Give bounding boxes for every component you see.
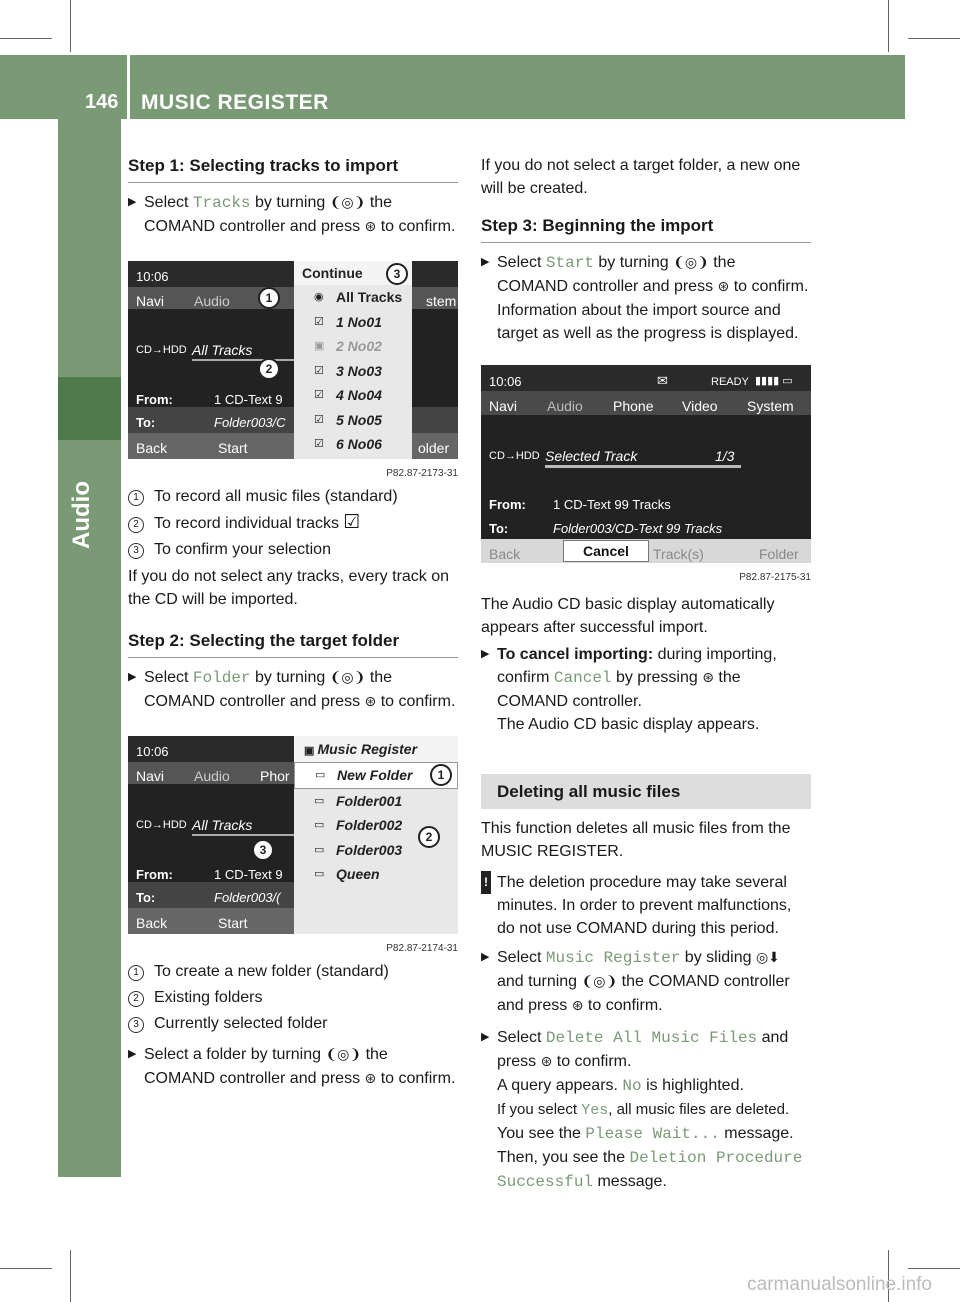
menu-system: stem [426, 293, 457, 309]
crop-mark [908, 1268, 960, 1269]
auto-display-text: The Audio CD basic display automatically appears after successful import. [481, 596, 775, 636]
folder-item[interactable]: ▭ New Folder [294, 762, 458, 789]
legend-item: 1 To record all music files (standard) [128, 485, 458, 508]
legend-item: 2 To record individual tracks ☑ [128, 511, 458, 535]
press-controller-icon: ⊛ [717, 279, 730, 295]
image-caption: P82.87-2173-31 [386, 468, 458, 479]
slide-controller-icon: ◎⬇ [755, 950, 780, 966]
intro-text: If you do not select a target folder, a new one will be created. [481, 157, 801, 197]
back-button[interactable]: Back [136, 440, 168, 456]
step2-heading: Step 2: Selecting the target folder [128, 629, 458, 658]
menu-phone: Phone [613, 398, 654, 414]
from-value: 1 CD-Text 9 [214, 867, 283, 882]
checkbox-checked-icon: ☑ [343, 512, 361, 533]
press-controller-icon: ⊛ [364, 1071, 377, 1087]
progress-line [192, 834, 302, 836]
screen-time: 10:06 [489, 374, 522, 389]
crop-mark [70, 1250, 71, 1302]
warning-note: ! The deletion procedure may take several minutes. In order to prevent malfunctions, do not use COMAND during this period. [481, 871, 811, 940]
folder-button[interactable]: Folder [759, 546, 799, 562]
selected-track-label: Selected Track [545, 448, 638, 464]
image-caption: P82.87-2174-31 [386, 943, 458, 954]
folder-item[interactable]: ▭ Queen [294, 862, 458, 887]
crop-mark [888, 0, 889, 52]
crop-mark [908, 38, 960, 39]
step3-info: Information about the import source and target as well as the progress is displayed. [497, 302, 799, 342]
from-value: 1 CD-Text 9 [214, 392, 283, 407]
back-button[interactable]: Back [136, 915, 168, 931]
menu-audio: Audio [194, 293, 230, 309]
checkbox-icon: ☑ [314, 389, 324, 401]
cancel-instruction: ▶ To cancel importing: during importing, confirm Cancel by pressing ⊛ the COMAND controller. [481, 643, 811, 713]
back-button[interactable]: Back [489, 546, 521, 562]
folder-icon: ▭ [314, 843, 325, 856]
delete-step2: ▶ Select Delete All Music Files and press ⊛ to confirm. [481, 1026, 811, 1074]
menu-navi: Navi [136, 768, 165, 784]
progress-line [192, 359, 302, 361]
track-item[interactable]: ☑ 5 No05 [294, 408, 412, 433]
folder-icon: ▭ [314, 819, 325, 831]
start-button[interactable]: Start [218, 440, 248, 456]
folder-item[interactable]: ▭ Folder003 [294, 838, 458, 863]
callout-2: 2 [418, 826, 440, 848]
delete-step1: ▶ Select Music Register by sliding ◎⬇ and turning ❨◎❩ the COMAND controller and press ⊛ to confirm. [481, 946, 811, 1018]
hdd-icon: ▣ [314, 340, 325, 352]
to-value: Folder003/CD-Text 99 Tracks [553, 521, 723, 536]
track-item[interactable]: ☑ 6 No06 [294, 432, 412, 457]
callout-1: 1 [258, 287, 280, 309]
checkbox-icon: ☑ [314, 315, 324, 328]
folder-icon: ▭ [314, 868, 325, 880]
turn-controller-icon: ❨◎❩ [581, 974, 618, 990]
disc-icon: CD→HDD [489, 450, 540, 462]
music-register-title: ▣ Music Register [294, 736, 458, 762]
menu-navi: Navi [136, 293, 165, 309]
left-column [128, 154, 458, 1091]
step1-instruction: ▶ Select Tracks by turning ❨◎❩ the COMAND controller and press ⊛ to confirm. [128, 191, 458, 239]
from-value: 1 CD-Text 99 Tracks [553, 497, 671, 512]
legend-item: 2 Existing folders [128, 986, 458, 1009]
callout-1: 1 [430, 764, 452, 786]
to-value: Folder003/( [214, 890, 281, 905]
header-divider [127, 55, 130, 119]
legend-item: 3 Currently selected folder [128, 1012, 458, 1035]
track-item[interactable]: ☑ 1 No01 [294, 310, 412, 335]
step3-instruction: ▶ Select Start by turning ❨◎❩ the COMAND controller and press ⊛ to confirm. [481, 251, 811, 299]
press-controller-icon: ⊛ [702, 670, 714, 686]
menu-video: Video [682, 398, 718, 414]
mail-icon: ✉ [657, 373, 668, 388]
cancel-result: The Audio CD basic display appears. [497, 716, 760, 733]
disc-icon: CD→HDD [136, 819, 187, 831]
turn-controller-icon: ❨◎❩ [329, 670, 366, 686]
section-heading-deleting: Deleting all music files [481, 774, 811, 809]
all-tracks-label: All Tracks [192, 817, 253, 833]
turn-controller-icon: ❨◎❩ [329, 195, 366, 211]
all-tracks-label: All Tracks [192, 342, 253, 358]
track-item[interactable]: ☑ 4 No04 [294, 383, 412, 408]
screen-track-selection [128, 261, 458, 459]
menu-system: System [747, 398, 794, 414]
screen-import-progress [481, 365, 811, 563]
crop-mark [0, 1268, 52, 1269]
image-caption: P82.87-2175-31 [739, 572, 811, 583]
menu-navi: Navi [489, 398, 518, 414]
track-counter: 1/3 [715, 448, 735, 464]
menu-audio: Audio [194, 768, 230, 784]
from-label: From: [136, 867, 173, 882]
checkbox-icon: ☑ [314, 413, 324, 426]
watermark: carmanualsonline.info [747, 1274, 932, 1295]
disc-icon: CD→HDD [136, 344, 187, 356]
code-cancel: Cancel [553, 669, 612, 687]
checkbox-icon: ☑ [314, 364, 324, 377]
turn-controller-icon: ❨◎❩ [325, 1047, 362, 1063]
done-text: Then, you see the Deletion Procedure Successful message. [497, 1149, 803, 1191]
legend-item: 3 To confirm your selection [128, 538, 458, 561]
menu-phone: Phor [260, 768, 290, 784]
code-folder: Folder [192, 669, 251, 687]
to-label: To: [136, 415, 156, 430]
step2-instruction: ▶ Select Folder by turning ❨◎❩ the COMAND controller and press ⊛ to confirm. [128, 666, 458, 714]
page-title: MUSIC REGISTER [141, 91, 329, 114]
side-tab [58, 119, 121, 1177]
track-item[interactable]: ☑ 3 No03 [294, 359, 412, 384]
side-tab-marker [58, 377, 121, 440]
callout-2: 2 [258, 358, 280, 380]
code-start: Start [545, 254, 594, 272]
tracks-button[interactable]: Track(s) [653, 546, 704, 562]
to-label: To: [489, 521, 509, 536]
continue-button[interactable]: Continue [294, 261, 412, 285]
page-header [0, 55, 905, 119]
folder-item[interactable]: ▭ Folder001 [294, 789, 458, 814]
progress-line [545, 465, 741, 468]
radio-icon: ◉ [314, 291, 324, 303]
to-value: Folder003/C [214, 415, 286, 430]
press-controller-icon: ⊛ [540, 1054, 553, 1070]
code-yes: Yes [581, 1102, 609, 1119]
warning-icon: ! [481, 871, 491, 894]
step2-instruction-2: ▶ Select a folder by turning ❨◎❩ the COMAND controller and press ⊛ to confirm. [128, 1043, 458, 1091]
legend-item: 1 To create a new folder (standard) [128, 960, 458, 983]
folder-button[interactable]: older [418, 440, 450, 456]
menu-audio: Audio [547, 398, 583, 414]
screen-time: 10:06 [136, 269, 169, 284]
side-tab-label: Audio [68, 481, 95, 549]
track-list-panel [294, 261, 412, 459]
start-button[interactable]: Start [218, 915, 248, 931]
page-number: 146 [85, 91, 119, 113]
track-item[interactable]: ▣ 2 No02 [294, 334, 412, 359]
track-item[interactable]: ◉ All Tracks [294, 285, 412, 310]
folder-item[interactable]: ▭ Folder002 [294, 813, 458, 838]
crop-mark [0, 38, 52, 39]
callout-3: 3 [386, 263, 408, 285]
crop-mark [70, 0, 71, 52]
deleting-intro: This function deletes all music files from the MUSIC REGISTER. [481, 820, 791, 860]
code-please-wait: Please Wait... [585, 1125, 720, 1143]
wait-text: You see the Please Wait... message. [497, 1125, 794, 1143]
ready-status: READY [711, 376, 749, 388]
code-tracks: Tracks [192, 194, 251, 212]
press-controller-icon: ⊛ [571, 998, 584, 1014]
turn-controller-icon: ❨◎❩ [673, 255, 709, 271]
callout-3: 3 [252, 839, 274, 861]
folder-icon: ▭ [314, 794, 325, 807]
step1-heading: Step 1: Selecting tracks to import [128, 154, 458, 183]
screen-time: 10:06 [136, 744, 169, 759]
code-no: No [622, 1077, 642, 1095]
right-column [481, 154, 811, 1194]
code-deletion-successful: Deletion Procedure Successful [497, 1149, 803, 1191]
step3-heading: Step 3: Beginning the import [481, 214, 811, 243]
query-text: A query appears. No is highlighted. [497, 1077, 744, 1095]
screen-folder-selection [128, 736, 458, 934]
code-music-register: Music Register [545, 949, 681, 967]
signal-icon: ▮▮▮▮ ▭ [755, 375, 793, 387]
yes-text: If you select Yes, all music files are deleted. [497, 1101, 790, 1119]
code-delete-all: Delete All Music Files [545, 1029, 758, 1047]
hdd-icon: ▣ [304, 745, 318, 757]
note-text: If you do not select any tracks, every track on the CD will be imported. [128, 568, 450, 608]
checkbox-icon: ☑ [314, 438, 324, 450]
press-controller-icon: ⊛ [364, 219, 377, 235]
to-label: To: [136, 890, 156, 905]
from-label: From: [489, 497, 526, 512]
from-label: From: [136, 392, 173, 407]
press-controller-icon: ⊛ [364, 694, 377, 710]
cancel-button[interactable]: Cancel [563, 540, 649, 562]
folder-icon: ▭ [315, 769, 326, 781]
